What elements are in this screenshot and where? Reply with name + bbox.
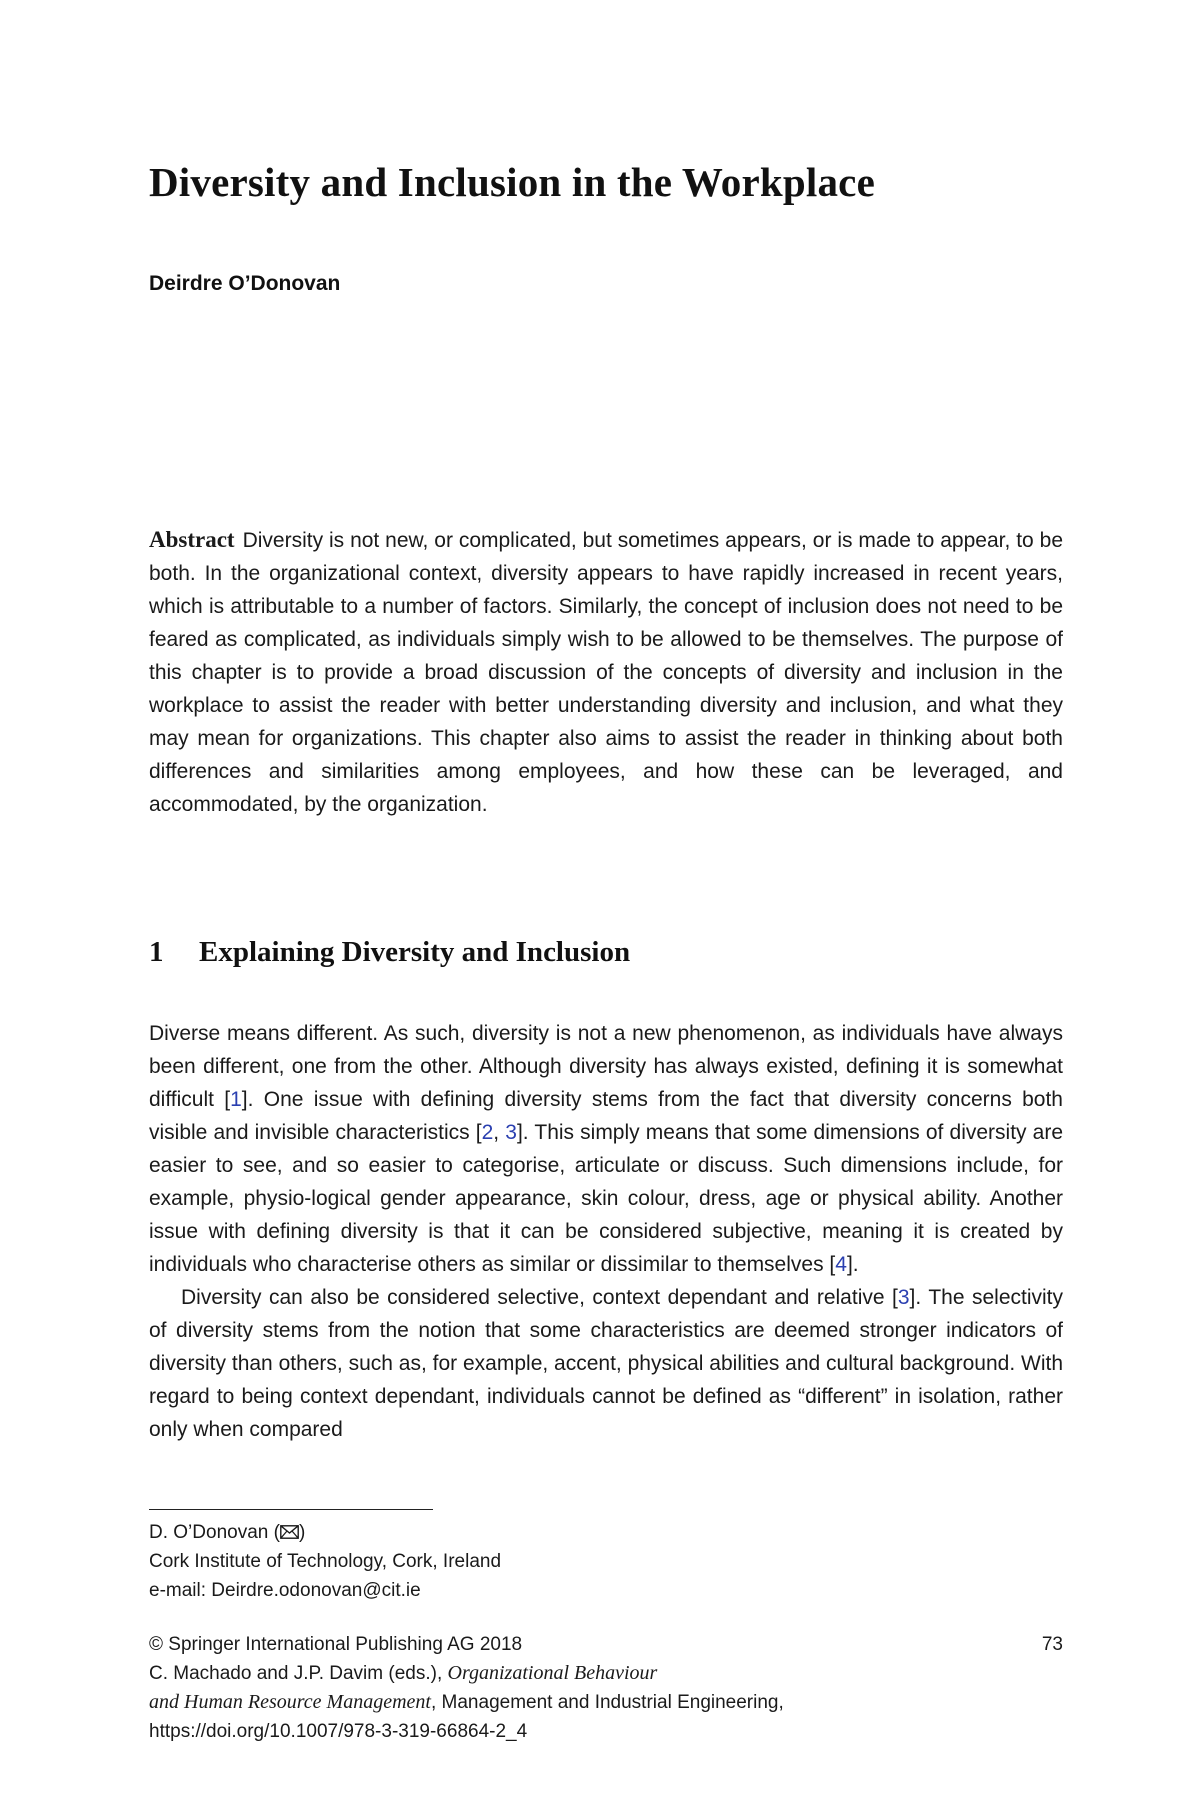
envelope-icon[interactable] bbox=[280, 1525, 299, 1539]
copyright-line-1 bbox=[149, 1630, 1063, 1659]
paragraph-text: , bbox=[493, 1121, 506, 1144]
page-number: 73 bbox=[1041, 1634, 1063, 1655]
footnote-name: D. O’Donovan ( bbox=[149, 1522, 280, 1543]
copyright-block bbox=[149, 1630, 1063, 1746]
book-title-part-1: Organizational Behaviour bbox=[447, 1662, 658, 1684]
footnote-divider bbox=[149, 1509, 433, 1510]
citation-link[interactable]: 3 bbox=[505, 1121, 517, 1144]
citation-link[interactable]: 3 bbox=[897, 1286, 910, 1309]
paragraph-1 bbox=[149, 1017, 1063, 1281]
paragraph-2 bbox=[149, 1281, 1063, 1446]
abstract-text: Diversity is not new, or complicated, but sometimes appears, or is made to appear, to be both. In the organizational context, diversity appears to have rapidly increased in recent years, which is attributable to a number of factors. Similarly, the concept of inclusion does not need to be feared as complicated, as individuals simply wish to be allowed to be themselves. The purpose of this chapter is to provide a broad discussion of the concepts of diversity and inclusion in the workplace to assist the reader with better understanding diversity and inclusion, and what they may mean for organizations. This chapter also aims to assist the reader in thinking about both differences and similarities among employees, and how these can be leveraged, and accommodated, by the organization. bbox=[149, 529, 1063, 816]
citation-link[interactable]: 1 bbox=[230, 1088, 242, 1111]
citation-link[interactable]: 2 bbox=[481, 1121, 494, 1144]
body-text bbox=[149, 1017, 1063, 1446]
abstract bbox=[149, 523, 1063, 821]
footnote-name-line bbox=[149, 1518, 1063, 1547]
copyright-notice: © Springer International Publishing AG 2018 bbox=[149, 1634, 523, 1655]
footnote-name-close: ) bbox=[298, 1522, 306, 1543]
paragraph-text: ]. bbox=[846, 1253, 859, 1276]
series-name: , Management and Industrial Engineering, bbox=[430, 1692, 784, 1713]
paragraph-text: ]. This simply means that some dimensions of diversity are easier to see, and so easier to categorise, articulate or discuss. Such dimensions include, for example, physio-logical gender appearance, skin colour, dress, age or physical ability. Another issue with defining diversity is that it can be considered subjective, meaning it is created by individuals who characterise others as similar or dissimilar to themselves [ bbox=[149, 1121, 1064, 1276]
author-name: Deirdre O’Donovan bbox=[149, 272, 341, 295]
section-title: Explaining Diversity and Inclusion bbox=[199, 936, 631, 968]
paragraph-text: Diverse means different. As such, diversity is not a new phenomenon, as individuals have always been different, one from the other. Although diversity has always existed, defining it is somewhat difficult [ bbox=[149, 1022, 1063, 1111]
paragraph-text: ]. One issue with defining diversity stems from the fact that diversity concerns both visible and invisible characteristics [ bbox=[149, 1088, 1063, 1144]
footnote-affiliation: Cork Institute of Technology, Cork, Ireland bbox=[149, 1551, 502, 1572]
section-number: 1 bbox=[149, 936, 164, 968]
paragraph-text: ]. The selectivity of diversity stems from the notion that some characteristics are deemed stronger indicators of diversity than others, such as, for example, accent, physical abilities and cultural background. With regard to being context dependant, individuals cannot be defined as “different” in isolation, rather only when compared bbox=[149, 1286, 1064, 1441]
doi-link[interactable]: https://doi.org/10.1007/978-3-319-66864-2_4 bbox=[149, 1721, 528, 1742]
citation-link[interactable]: 4 bbox=[835, 1253, 847, 1276]
section-heading bbox=[149, 936, 630, 969]
citation-editors: C. Machado and J.P. Davim (eds.), bbox=[149, 1663, 448, 1684]
paper-title: Diversity and Inclusion in the Workplace bbox=[149, 159, 875, 205]
citation-line-2 bbox=[149, 1659, 1063, 1688]
paragraph-text: Diversity can also be considered selective, context dependant and relative [ bbox=[181, 1286, 898, 1309]
abstract-label: Abstract bbox=[149, 527, 235, 552]
citation-line-3 bbox=[149, 1688, 1063, 1717]
author-footnote bbox=[149, 1518, 1063, 1605]
footnote-email[interactable]: e-mail: Deirdre.odonovan@cit.ie bbox=[149, 1580, 421, 1601]
book-title-part-2: and Human Resource Management bbox=[149, 1691, 431, 1713]
